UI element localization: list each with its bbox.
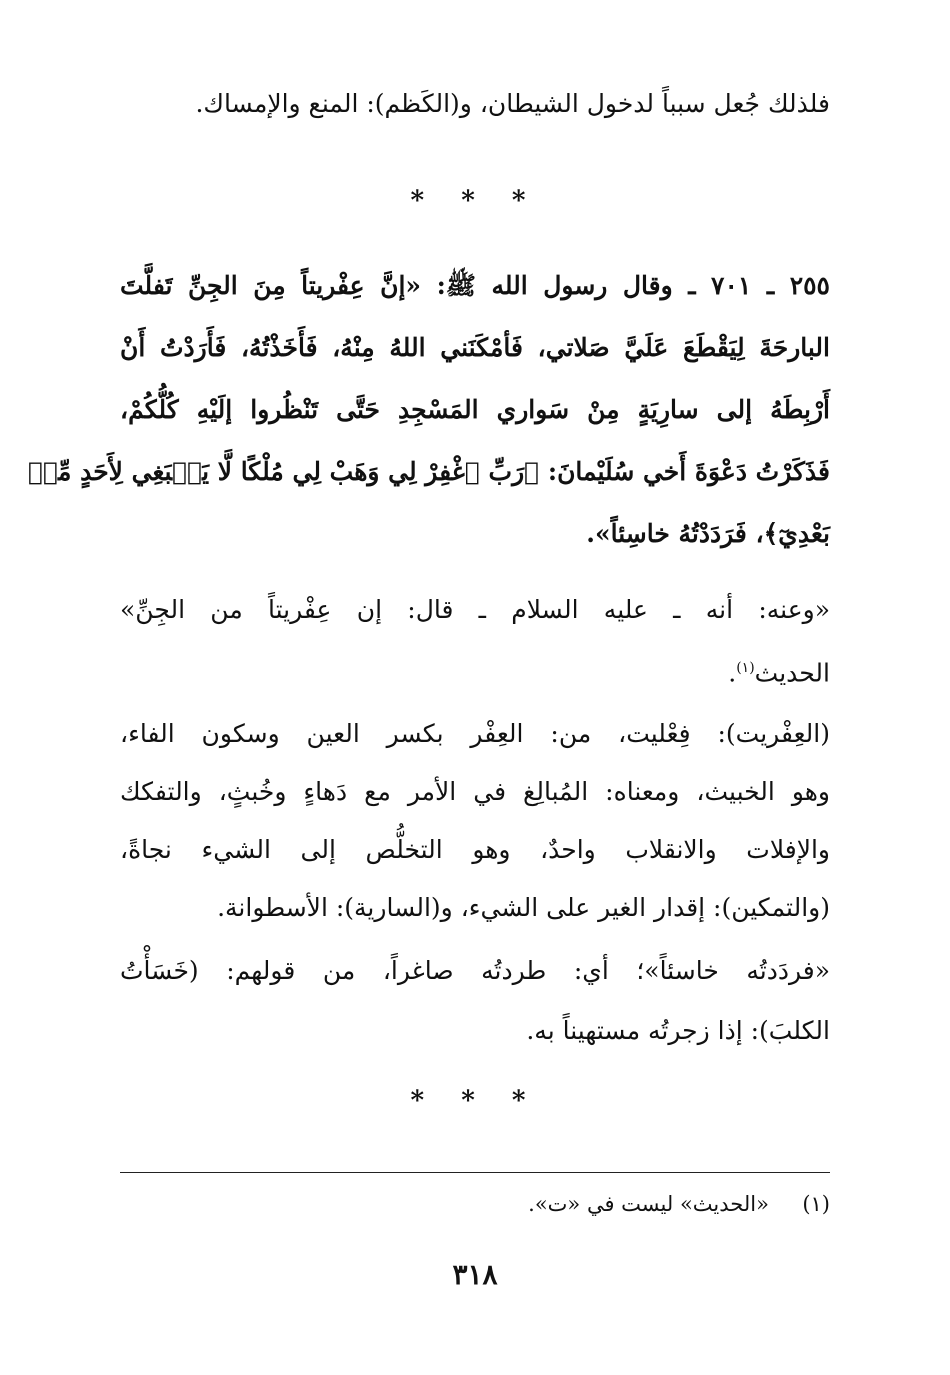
intro-line: فلذلك جُعل سبباً لدخول الشيطان، و(الكَظم): المنع والإمساك. <box>195 89 830 118</box>
explanation-line-2: وهو الخبيث، ومعناه: المُبالِغ في الأمر مع دَهاءٍ وخُبثٍ، والتفكك <box>120 777 830 806</box>
footnote-number: (١) <box>802 1192 830 1216</box>
narration-line-2 <box>120 650 830 691</box>
period: . <box>728 658 737 688</box>
footnote-text: «الحديث» ليست في «ت». <box>528 1192 769 1216</box>
section-separator-bottom: * * * <box>410 1086 540 1116</box>
page-number: ٣١٨ <box>452 1258 498 1291</box>
explanation-line-1: (العِفْريت): فِعْليت، من: العِفْر بكسر العين وسكون الفاء، <box>120 719 830 748</box>
explanation2-line-2: الكلبَ): إذا زجرتُه مستهيناً به. <box>526 1016 830 1045</box>
explanation2-line-1: «فردَدتُه خاسئاً»؛ أي: طردتُه صاغراً، من قولهم: (خَسَأْتُ <box>120 956 830 985</box>
narration-word: الحديث <box>754 658 830 688</box>
hadith-line-5: بَعْدِيٓ﴾، فَرَدَدْتُهُ خاسِئاً». <box>586 519 830 548</box>
footnote-ref: (١) <box>736 660 755 676</box>
hadith-line-3: أَرْبِطَهُ إلى سارِيَةٍ مِنْ سَواري المَسْجِدِ حَتَّى تَنْظُروا إلَيْهِ كُلُّكُمْ، <box>120 395 830 424</box>
explanation-line-4: (والتمكين): إقدار الغير على الشيء، و(السارية): الأسطوانة. <box>217 893 830 922</box>
hadith-line-2: البارحَةَ لِيَقْطَعَ عَلَيَّ صَلاتي، فَأمْكَنَني اللهُ مِنْهُ، فَأَخَذْتُهُ، فَأَرَدْتُ أَنْ <box>120 333 830 362</box>
footnote <box>528 1192 830 1216</box>
explanation-line-3: والإفلات والانقلاب واحدٌ، وهو التخلُّص إلى الشيء نجاةً، <box>120 835 830 864</box>
hadith-line-4: فَذَكَرْتُ دَعْوَةَ أَخي سُلَيْمانَ: ﴿رَبِّ ٱغْفِرْ لِي وَهَبْ لِي مُلْكًا لَّا يَنۢبَغِي لِأَحَدٍ مِّنۢ <box>27 457 830 486</box>
hadith-line-1: ٢٥٥ ـ ٧٠١ ـ وقال رسول الله ﷺ: «إنَّ عِفْريتاً مِنَ الجِنِّ تَفلَّتَ <box>120 271 830 300</box>
narration-line-1: «وعنه: أنه ـ عليه السلام ـ قال: إن عِفْريتاً من الجِنِّ» <box>120 595 830 624</box>
footnote-divider <box>120 1172 830 1173</box>
section-separator-top: * * * <box>410 186 540 216</box>
